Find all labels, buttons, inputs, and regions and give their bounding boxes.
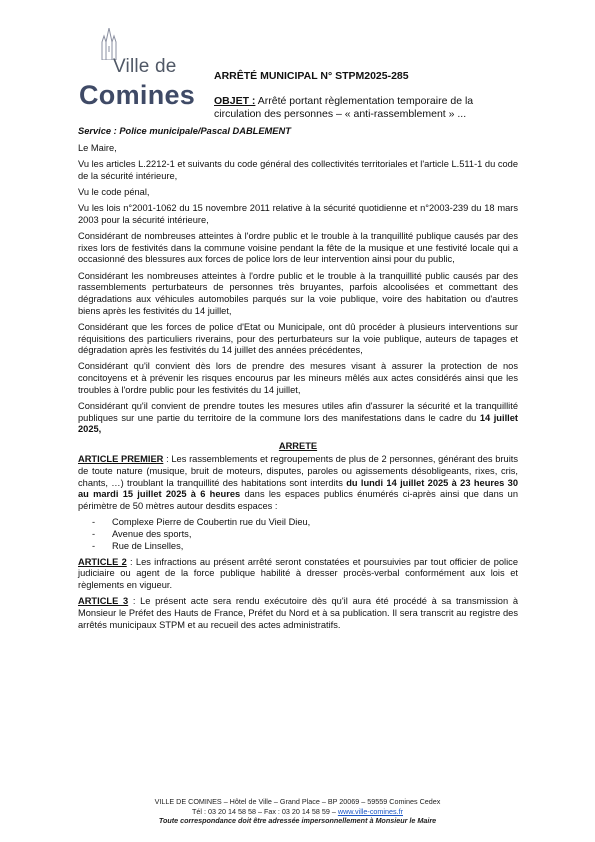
city-logo bbox=[76, 28, 196, 110]
logo-comines: Comines bbox=[79, 80, 196, 110]
footer-note: Toute correspondance doit être adressée impersonnellement à Monsieur le Maire bbox=[158, 816, 437, 825]
considerant-paragraph: Considérant que les forces de police d'Etat ou Municipale, ont dû procéder à plusieurs interventions sur réquisitions des particuliers riverains, pour des perturbateurs sur la voie publique, auteurs de tapages et dégradation après les festivités du 14 juillet des années précédentes, bbox=[78, 321, 518, 356]
article-label: ARTICLE 2 bbox=[78, 556, 127, 567]
vu-paragraph: Vu les articles L.2212-1 et suivants du code général des collectivités territoriales et l'article L.511-1 du code de la sécurité intérieure, bbox=[78, 158, 518, 181]
article-text: : Le présent acte sera rendu exécutoire dès qu'il aura été procédé à sa transmission à Monsieur le Préfet des Hauts de France, Préfet du Nord et à sa publication. Il sera transcrit au registre des arrêtés municipaux STPM et au recueil des actes administratifs. bbox=[78, 596, 518, 630]
article-3 bbox=[78, 596, 518, 631]
considerant-text: Considérant qu'il convient de prendre toutes les mesures utiles afin d'assurer la sécurité et la tranquillité publiques sur une partie du territoire de la commune lors des manifestations dans le cadre du bbox=[78, 401, 518, 423]
logo-ville-de: Ville de bbox=[113, 56, 177, 77]
service-line: Service : Police municipale/Pascal DABLEMENT bbox=[78, 126, 291, 136]
article-text: dans les espaces publics énumérés ci-après ainsi que dans un périmètre de 50 mètres autour desdits espaces : bbox=[78, 489, 518, 512]
article-premier bbox=[78, 454, 518, 513]
vu-paragraph: Vu les lois n°2001-1062 du 15 novembre 2011 relative à la sécurité quotidienne et n°2003-239 du 18 mars 2003 pour la sécurité intérieure, bbox=[78, 203, 518, 225]
website-link[interactable]: www.ville-comines.fr bbox=[337, 806, 403, 816]
footer-phone: Tél : 03 20 14 58 58 – Fax : 03 20 14 58 59 – bbox=[192, 806, 338, 816]
considerant-paragraph: Considérant les nombreuses atteintes à l'ordre public et le trouble à la tranquillité public causés par des rassemblements perturbateurs de personnes très bruyantes, parfois alcoolisées et commettant des dégradations aux véhicules automobiles parqués sur la voie publique, voire des habitation ou d'autres biens après les festivités du 14 juillet, bbox=[78, 270, 518, 316]
list-item: - Rue de Linselles, bbox=[78, 541, 518, 553]
arrete-heading: ARRETE bbox=[278, 440, 318, 451]
article-dates: du lundi 14 juillet 2025 à 23 heures 30 au mardi 15 juillet 2025 à 6 heures bbox=[78, 477, 518, 500]
list-item: - Complexe Pierre de Coubertin rue du Vieil Dieu, bbox=[78, 517, 518, 529]
considerant-paragraph-last bbox=[78, 401, 518, 436]
footer-contact bbox=[0, 807, 595, 817]
document-body bbox=[78, 126, 518, 636]
vu-paragraph: Vu le code pénal, bbox=[78, 186, 150, 197]
list-item: - Avenue des sports, bbox=[78, 529, 518, 541]
document-title: ARRÊTÉ MUNICIPAL N° STPM2025-285 bbox=[214, 70, 409, 82]
article-text: : Les infractions au présent arrêté seront constatées et poursuivies par tout officier de police judiciaire ou agent de la force publique habilité à dresser procès-verbal conformément aux lois et règlements en vigueur. bbox=[78, 556, 518, 590]
places-list bbox=[78, 517, 518, 552]
article-label: ARTICLE PREMIER bbox=[78, 454, 164, 465]
article-label: ARTICLE 3 bbox=[78, 596, 129, 607]
considerant-paragraph: Considérant qu'il convient dès lors de prendre des mesures visant à assurer la protection de nos concitoyens et à prévenir les risques encourus par les mineurs mêlés aux actes considérés ainsi que les troubles à l'ordre public pour les festivités du 14 juillet, bbox=[78, 361, 518, 395]
maire-line: Le Maire, bbox=[78, 142, 117, 153]
page-footer bbox=[0, 797, 595, 826]
considerant-date: 14 juillet 2025, bbox=[78, 412, 519, 435]
article-2 bbox=[78, 557, 518, 592]
considerant-paragraph: Considérant de nombreuses atteintes à l'ordre public et le trouble à la tranquillité publique causés par des rixes lors de festivités dans la commune voisine pendant la fête de la musique et une festivité locale qui a occasionné des blessures aux forces de police lors de leur intervention ainsi pour du public, bbox=[78, 230, 518, 265]
footer-address: VILLE DE COMINES – Hôtel de Ville – Grand Place – BP 20069 – 59559 Comines Cedex bbox=[154, 797, 441, 806]
subject-text: Arrêté portant règlementation temporaire de la circulation des personnes – « anti-rassemblement » ... bbox=[214, 95, 474, 120]
article-text: : Les rassemblements et regroupements de plus de 2 personnes, générant des bruits de toute nature (musique, bruit de moteurs, disputes, paroles ou agissements désobligeants, rixes, cris, chants, …) troublant la tranquillité des habitations sont interdits bbox=[78, 454, 518, 488]
document-subject bbox=[214, 95, 514, 121]
subject-label: OBJET : bbox=[214, 95, 256, 107]
